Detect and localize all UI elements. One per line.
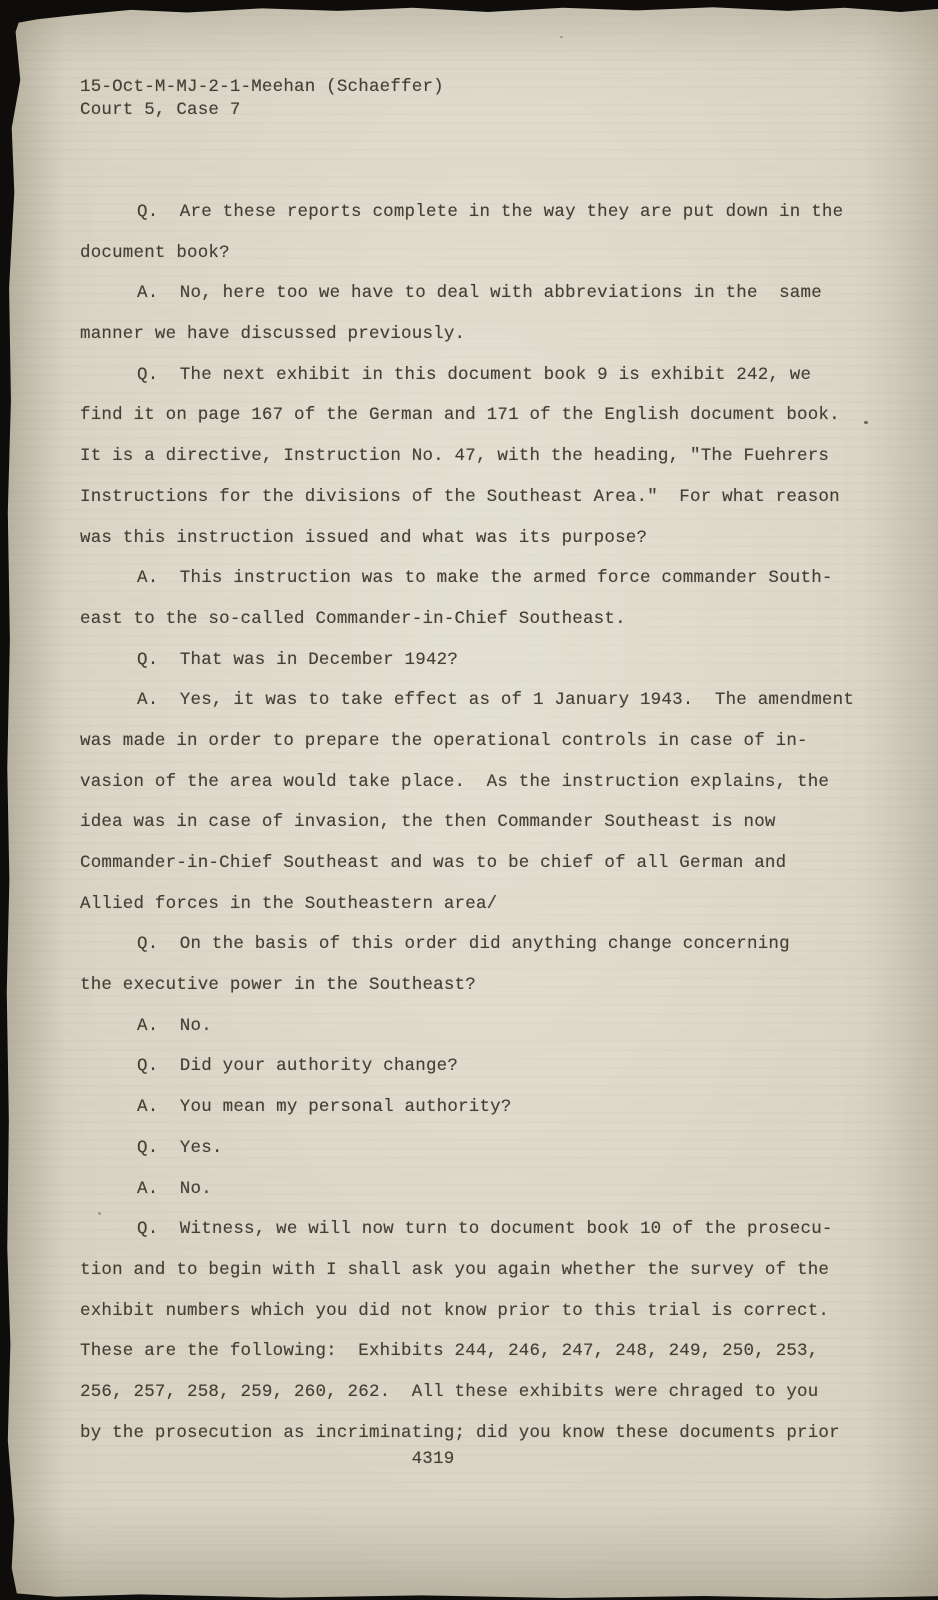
transcript-line: A. No. — [137, 1178, 212, 1199]
transcript-line: by the prosecution as incriminating; did you know these documents prior — [80, 1422, 840, 1443]
transcript-line: tion and to begin with I shall ask you again whether the survey of the — [80, 1259, 830, 1280]
transcript-line: A. No. — [137, 1015, 212, 1036]
transcript-line: Commander-in-Chief Southeast and was to be chief of all German and — [80, 853, 787, 873]
page-number: 4319 — [411, 1449, 455, 1469]
transcript-line: A. No, here too we have to deal with abbreviations in the same — [137, 283, 822, 304]
document-header — [80, 76, 444, 122]
transcript-line: These are the following: Exhibits 244, 246, 247, 248, 249, 250, 253, — [80, 1341, 819, 1362]
transcript-line: find it on page 167 of the German and 171 of the English document book. — [80, 405, 840, 426]
transcript-line: 256, 257, 258, 259, 260, 262. All these exhibits were chraged to you — [80, 1381, 819, 1402]
transcript-line: Q. On the basis of this order did anything change concerning — [137, 934, 790, 955]
transcript-line: It is a directive, Instruction No. 47, with the heading, "The Fuehrers — [80, 446, 830, 467]
transcript-line: A. Yes, it was to take effect as of 1 January 1943. The amendment — [137, 690, 855, 711]
transcript-body — [80, 192, 908, 1453]
transcript-line: vasion of the area would take place. As the instruction explains, the — [80, 771, 830, 792]
transcript-line: A. This instruction was to make the armed force commander South- — [137, 568, 833, 589]
transcript-line: Q. That was in December 1942? — [137, 649, 459, 670]
scan-speck — [560, 36, 563, 38]
transcript-line: document book? — [80, 242, 230, 263]
transcript-line: Q. Did your authority change? — [137, 1056, 459, 1077]
transcript-line: was this instruction issued and what was its purpose? — [80, 527, 648, 548]
transcript-line: Q. Yes. — [137, 1137, 223, 1158]
transcript-line: manner we have discussed previously. — [80, 324, 466, 345]
transcript-line: Allied forces in the Southeastern area/ — [80, 893, 498, 914]
transcript-line: Q. The next exhibit in this document book 9 is exhibit 242, we — [137, 364, 812, 385]
transcript-line: was made in order to prepare the operational controls in case of in- — [80, 730, 808, 751]
transcript-line: Q. Are these reports complete in the way they are put down in the — [137, 202, 844, 222]
transcript-line: Q. Witness, we will now turn to document book 10 of the prosecu- — [137, 1219, 833, 1240]
header-reference-line: 15-Oct-M-MJ-2-1-Meehan (Schaeffer) — [80, 77, 444, 97]
transcript-line: the executive power in the Southeast? — [80, 975, 476, 996]
transcript-line: A. You mean my personal authority? — [137, 1097, 512, 1118]
transcript-line: Instructions for the divisions of the Southeast Area." For what reason — [80, 486, 840, 507]
header-court-case-line: Court 5, Case 7 — [80, 100, 241, 120]
transcript-line: idea was in case of invasion, the then Commander Southeast is now — [80, 812, 776, 833]
transcript-line: east to the so-called Commander-in-Chief Southeast. — [80, 608, 626, 629]
transcript-line: exhibit numbers which you did not know prior to this trial is correct. — [80, 1300, 830, 1321]
